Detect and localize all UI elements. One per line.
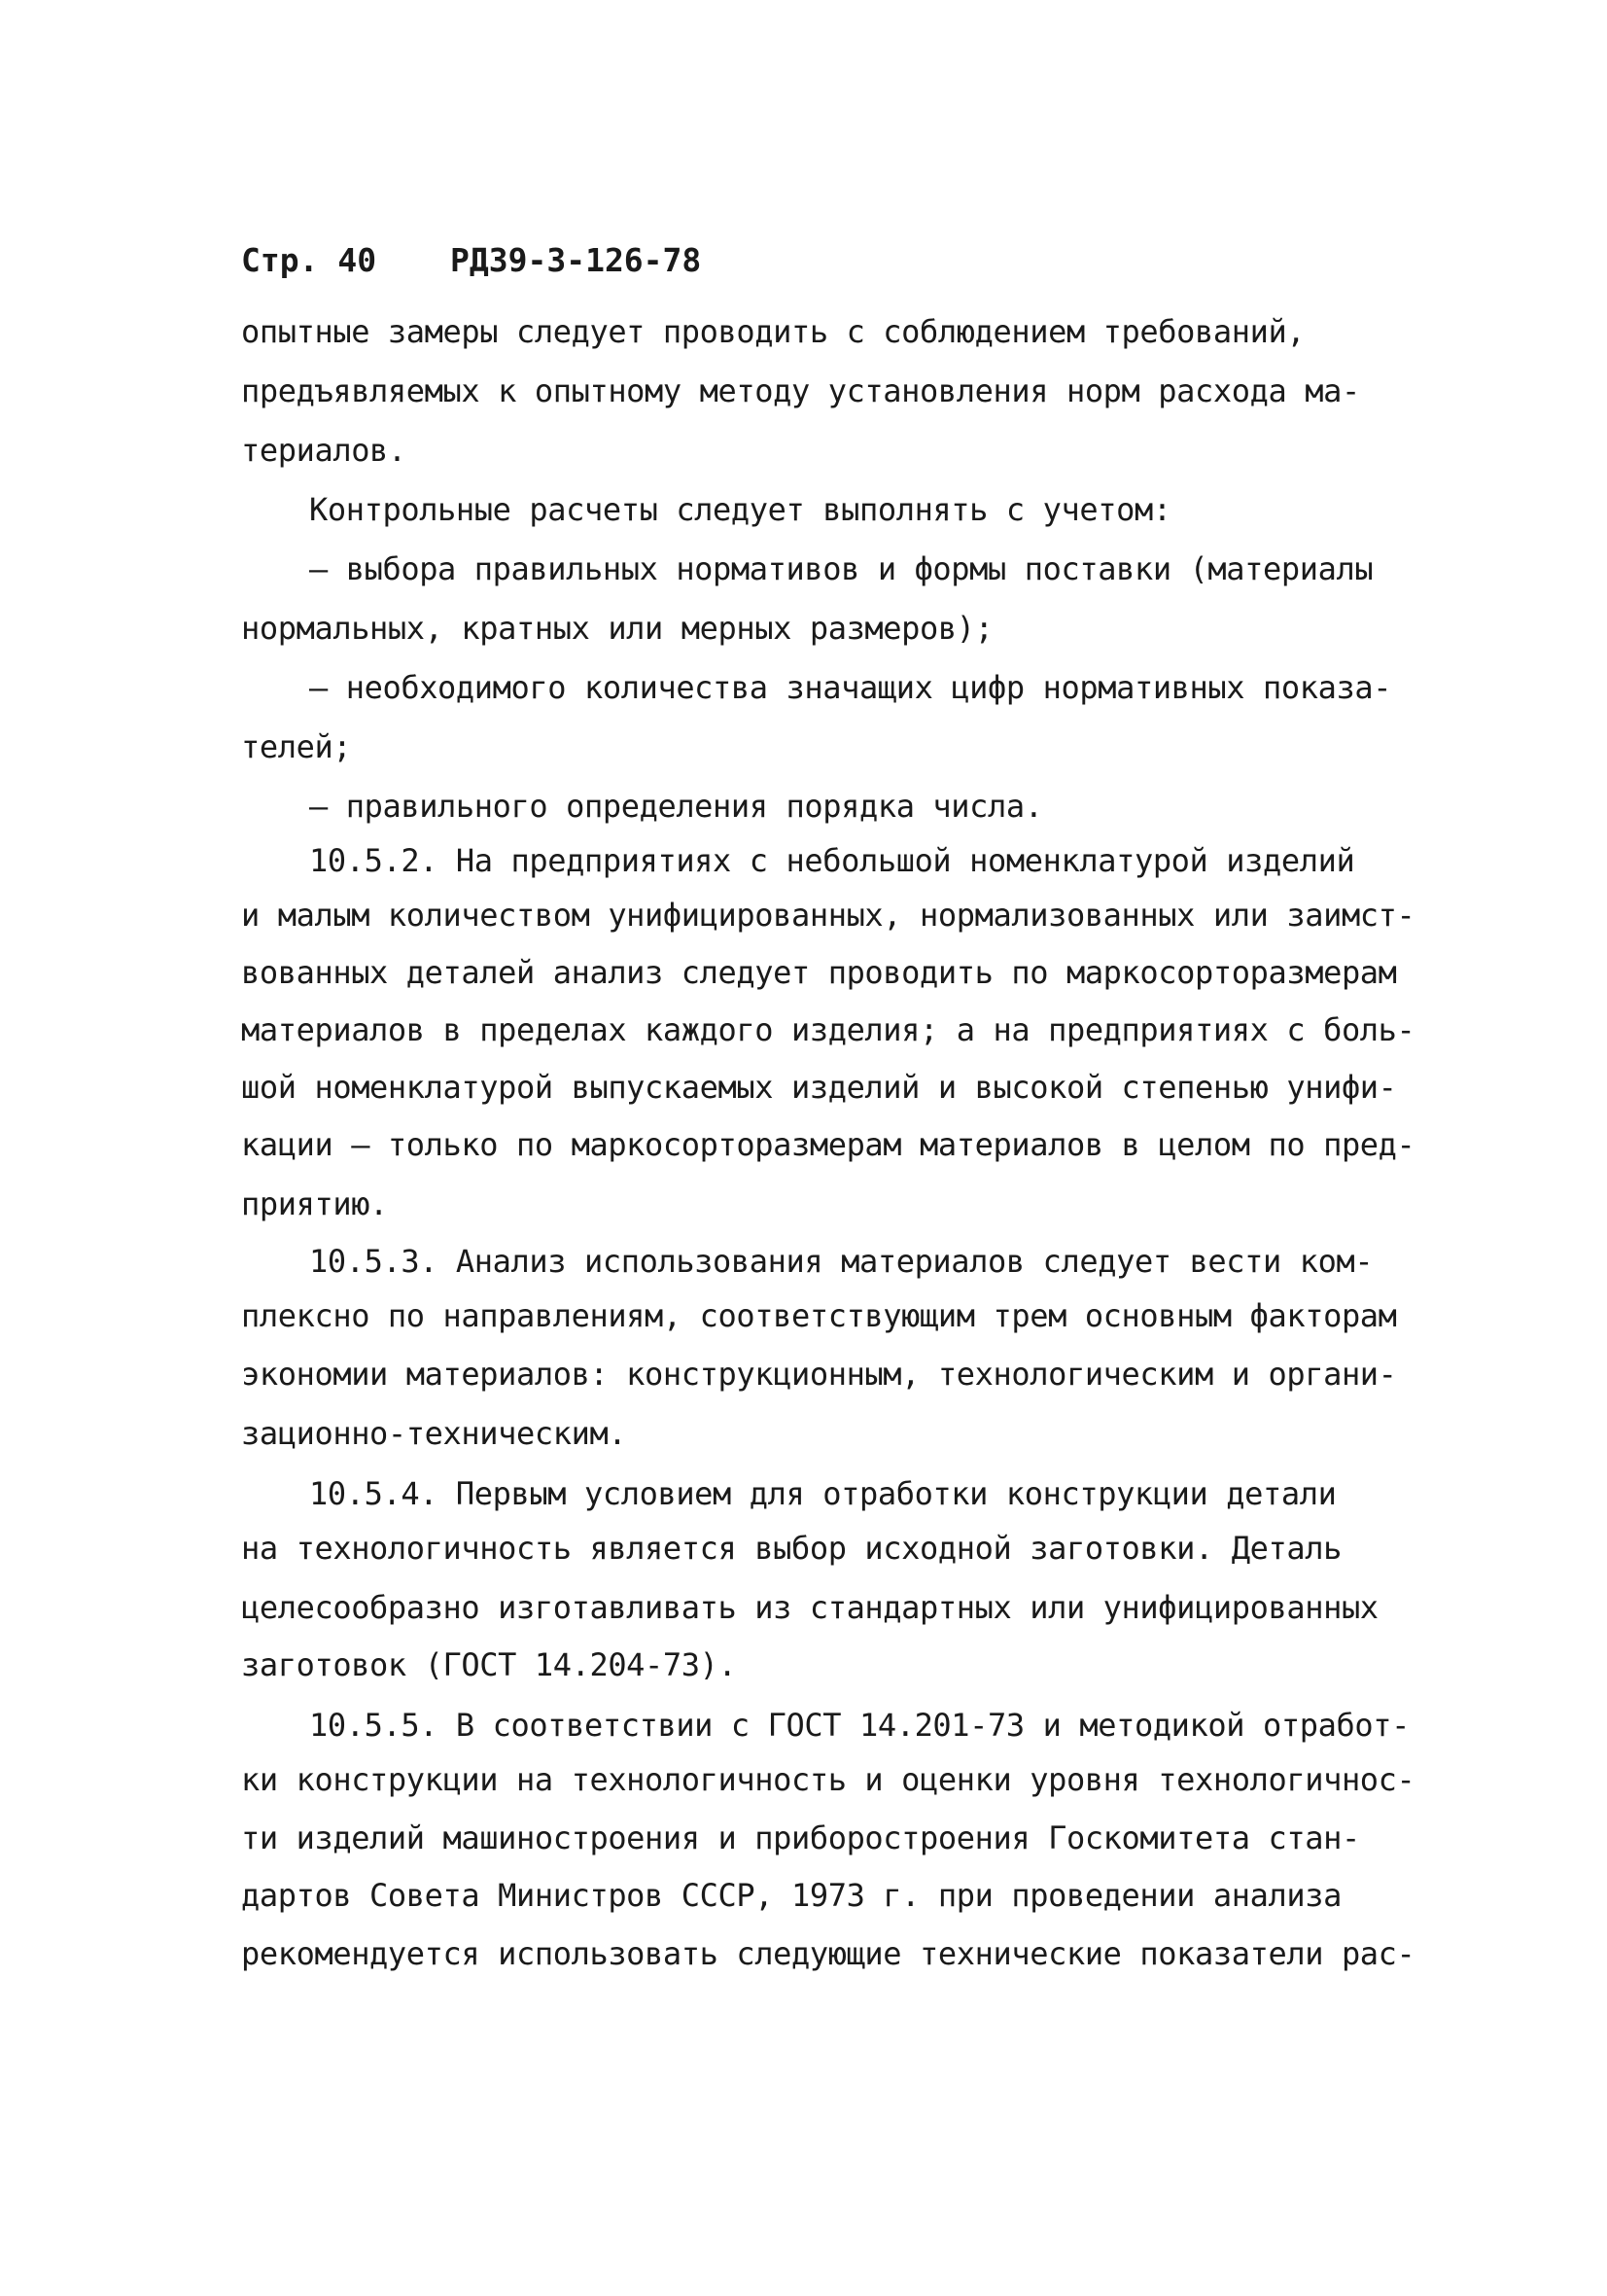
text-line: – необходимого количества значащих цифр нормативных показа- <box>309 669 1392 706</box>
document-code: РД39-3-126-78 <box>450 241 702 279</box>
text-line: и малым количеством унифицированных, нормализованных или заимст- <box>241 897 1415 934</box>
page-number: Стр. 40 <box>241 241 377 279</box>
text-line: телей; <box>241 728 352 765</box>
text-line: рекомендуется использовать следующие технические показатели рас- <box>241 1935 1415 1972</box>
page-header <box>241 241 701 279</box>
text-line: заготовок (ГОСТ 14.204-73). <box>241 1646 737 1683</box>
text-line: нормальных, кратных или мерных размеров); <box>241 610 994 647</box>
text-line: ти изделий машиностроения и приборостроения Госкомитета стан- <box>241 1819 1360 1856</box>
text-line: ки конструкции на технологичность и оценки уровня технологичнос- <box>241 1761 1415 1798</box>
paragraph-10-5-3: 10.5.3. Анализ использования материалов следует вести ком- <box>309 1243 1374 1280</box>
text-line: – правильного определения порядка числа. <box>309 788 1043 825</box>
paragraph-10-5-2: 10.5.2. На предприятиях с небольшой номенклатурой изделий <box>309 842 1355 879</box>
text-line: кации – только по маркосорторазмерам материалов в целом по пред- <box>241 1126 1415 1163</box>
text-line: целесообразно изготавливать из стандартных или унифицированных <box>241 1589 1379 1626</box>
paragraph-10-5-4: 10.5.4. Первым условием для отработки конструкции детали <box>309 1475 1337 1512</box>
text-line: шой номенклатурой выпускаемых изделий и высокой степенью унифи- <box>241 1069 1397 1106</box>
text-line: – выбора правильных нормативов и формы поставки (материалы <box>309 550 1374 587</box>
paragraph-10-5-5: 10.5.5. В соответствии с ГОСТ 14.201-73 и методикой отработ- <box>309 1707 1410 1744</box>
text-line: предъявляемых к опытному методу установления норм расхода ма- <box>241 372 1360 409</box>
text-line: приятию. <box>241 1185 388 1222</box>
text-line: материалов в пределах каждого изделия; а на предприятиях с боль- <box>241 1011 1415 1048</box>
text-line: вованных деталей анализ следует проводить по маркосорторазмерам <box>241 954 1397 991</box>
text-line: опытные замеры следует проводить с соблюдением требований, <box>241 313 1306 350</box>
text-line: плексно по направлениям, соответствующим трем основным факторам <box>241 1297 1397 1334</box>
text-line: Контрольные расчеты следует выполнять с учетом: <box>309 491 1171 528</box>
text-line: дартов Совета Министров СССР, 1973 г. при проведении анализа <box>241 1877 1342 1914</box>
text-line: зационно-техническим. <box>241 1415 627 1452</box>
text-line: териалов. <box>241 432 406 469</box>
text-line: экономии материалов: конструкционным, технологическим и органи- <box>241 1356 1397 1393</box>
text-line: на технологичность является выбор исходной заготовки. Деталь <box>241 1530 1342 1567</box>
